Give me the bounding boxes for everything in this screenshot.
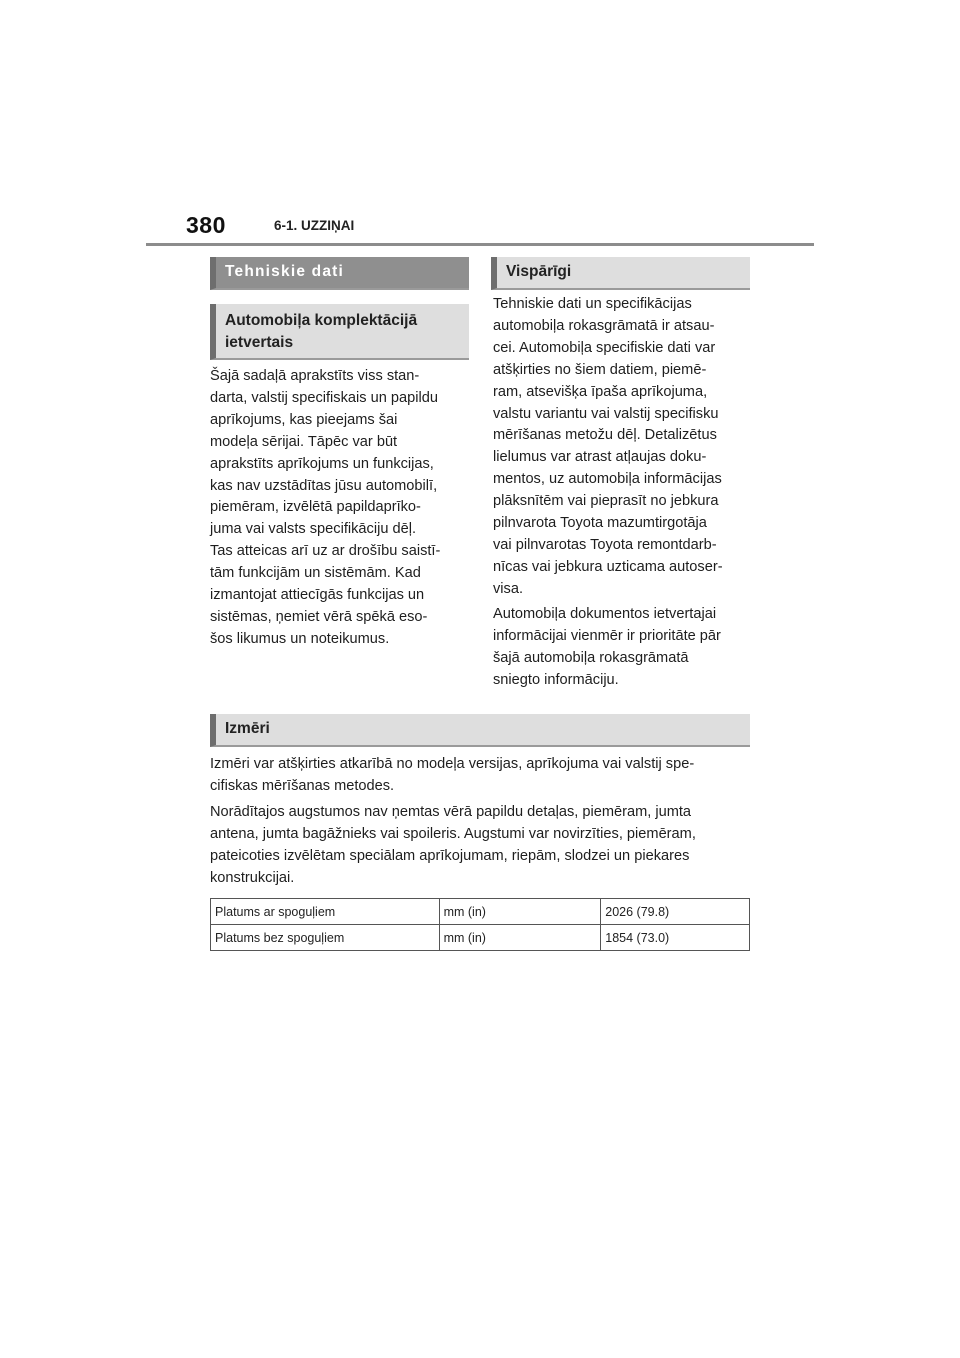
text-line: pilnvarota Toyota mazumtirgotāja bbox=[493, 515, 707, 532]
text-line: visa. bbox=[493, 580, 524, 597]
page-number: 380 bbox=[186, 212, 226, 238]
text-line: Izmēri var atšķirties atkarībā no modeļa versijas, aprīkojuma vai valstij spe- bbox=[210, 756, 695, 772]
tehniskie-dati-heading bbox=[210, 257, 469, 290]
text-line: nīcas vai jebkura uzticama autoser- bbox=[493, 558, 723, 575]
table-cell: Platums ar spoguļiem bbox=[211, 899, 440, 925]
text-line: izmantojat attiecīgās funkcijas un bbox=[210, 587, 425, 604]
izmeri-paragraph bbox=[210, 754, 760, 798]
text-line: Tehniskie dati un specifikācijas bbox=[493, 296, 692, 312]
table-cell: Platums bez spoguļiem bbox=[211, 925, 440, 951]
komplektacija-subheading bbox=[210, 304, 469, 360]
header-divider bbox=[146, 243, 814, 246]
izmeri-heights-paragraph bbox=[210, 802, 760, 890]
text-line: mērīšanas metožu dēļ. Detalizētus bbox=[493, 427, 717, 444]
section-title: 6-1. UZZIŅAI bbox=[274, 218, 355, 233]
text-line: šajā automobiļa rokasgrāmatā bbox=[493, 649, 689, 666]
text-line: Šajā sadaļā aprakstīts viss stan- bbox=[210, 368, 420, 384]
table-cell: 1854 (73.0) bbox=[601, 925, 750, 951]
table-cell: mm (in) bbox=[439, 899, 601, 925]
text-line: vai pilnvarotas Toyota remontdarb- bbox=[493, 536, 717, 553]
izmeri-heading-text: Izmēri bbox=[225, 720, 270, 737]
text-line: automobiļa rokasgrāmatā ir atsau- bbox=[493, 317, 715, 334]
main-heading-text: Tehniskie dati bbox=[225, 263, 345, 280]
dimensions-table bbox=[210, 898, 750, 951]
text-line: tām funkcijām un sistēmām. Kad bbox=[210, 565, 421, 582]
izmeri-heading bbox=[210, 714, 750, 747]
text-line: valstu variantu vai valstij specifisku bbox=[493, 405, 719, 422]
text-line: darta, valstij specifiskais un papildu bbox=[210, 389, 438, 406]
text-line: cei. Automobiļa specifiskie dati var bbox=[493, 339, 716, 356]
text-line: modeļa sērijai. Tāpēc var būt bbox=[210, 433, 398, 450]
text-line: aprīkojums, kas pieejams šai bbox=[210, 411, 398, 428]
text-line: Automobiļa dokumentos ietvertajai bbox=[493, 606, 717, 622]
text-line: šos likumus un noteikumus. bbox=[210, 630, 390, 647]
table-cell: mm (in) bbox=[439, 925, 601, 951]
text-line: informācijai vienmēr ir prioritāte pār bbox=[493, 627, 721, 644]
text-line: Tas atteicas arī uz ar drošību saistī- bbox=[210, 543, 441, 560]
text-line: juma vai valsts specifikāciju dēļ. bbox=[210, 521, 417, 538]
text-line: piemēram, izvēlētā papildaprīko- bbox=[210, 499, 421, 516]
text-line: mentos, uz automobiļa informācijas bbox=[493, 471, 722, 488]
text-line: kas nav uzstādītas jūsu automobilī, bbox=[210, 477, 438, 494]
text-line: lielumus var atrast atļaujas doku- bbox=[493, 449, 707, 466]
text-line: konstrukcijai. bbox=[210, 869, 295, 886]
text-line: plāksnītēm vai pieprasīt no jebkura bbox=[493, 493, 719, 510]
subheading-line: Automobiļa komplektācijā bbox=[225, 312, 418, 329]
visparigi-heading-text: Vispārīgi bbox=[506, 263, 572, 280]
text-line: aprakstīts aprīkojums un funkcijas, bbox=[210, 455, 434, 472]
table-row bbox=[211, 899, 750, 925]
text-line: ram, atsevišķa īpaša aprīkojuma, bbox=[493, 383, 708, 400]
subheading-line: ietvertais bbox=[225, 334, 294, 351]
visparigi-paragraph bbox=[493, 294, 755, 601]
text-line: pateicoties izvēlētam speciālam aprīkojumam, riepām, slodzei un piekares bbox=[210, 847, 690, 864]
visparigi-heading bbox=[491, 257, 750, 290]
visparigi-paragraph-priority bbox=[493, 604, 755, 692]
table-row bbox=[211, 925, 750, 951]
komplektacija-paragraph bbox=[210, 366, 480, 651]
text-line: Norādītajos augstumos nav ņemtas vērā papildu detaļas, piemēram, jumta bbox=[210, 804, 692, 820]
text-line: sniegto informāciju. bbox=[493, 671, 619, 688]
table-cell: 2026 (79.8) bbox=[601, 899, 750, 925]
text-line: atšķirties no šiem datiem, piemē- bbox=[493, 361, 707, 378]
text-line: cifiskas mērīšanas metodes. bbox=[210, 777, 395, 794]
text-line: sistēmas, ņemiet vērā spēkā eso- bbox=[210, 608, 428, 625]
text-line: antena, jumta bagāžnieks vai spoileris. Augstumi var novirzīties, piemēram, bbox=[210, 825, 696, 842]
